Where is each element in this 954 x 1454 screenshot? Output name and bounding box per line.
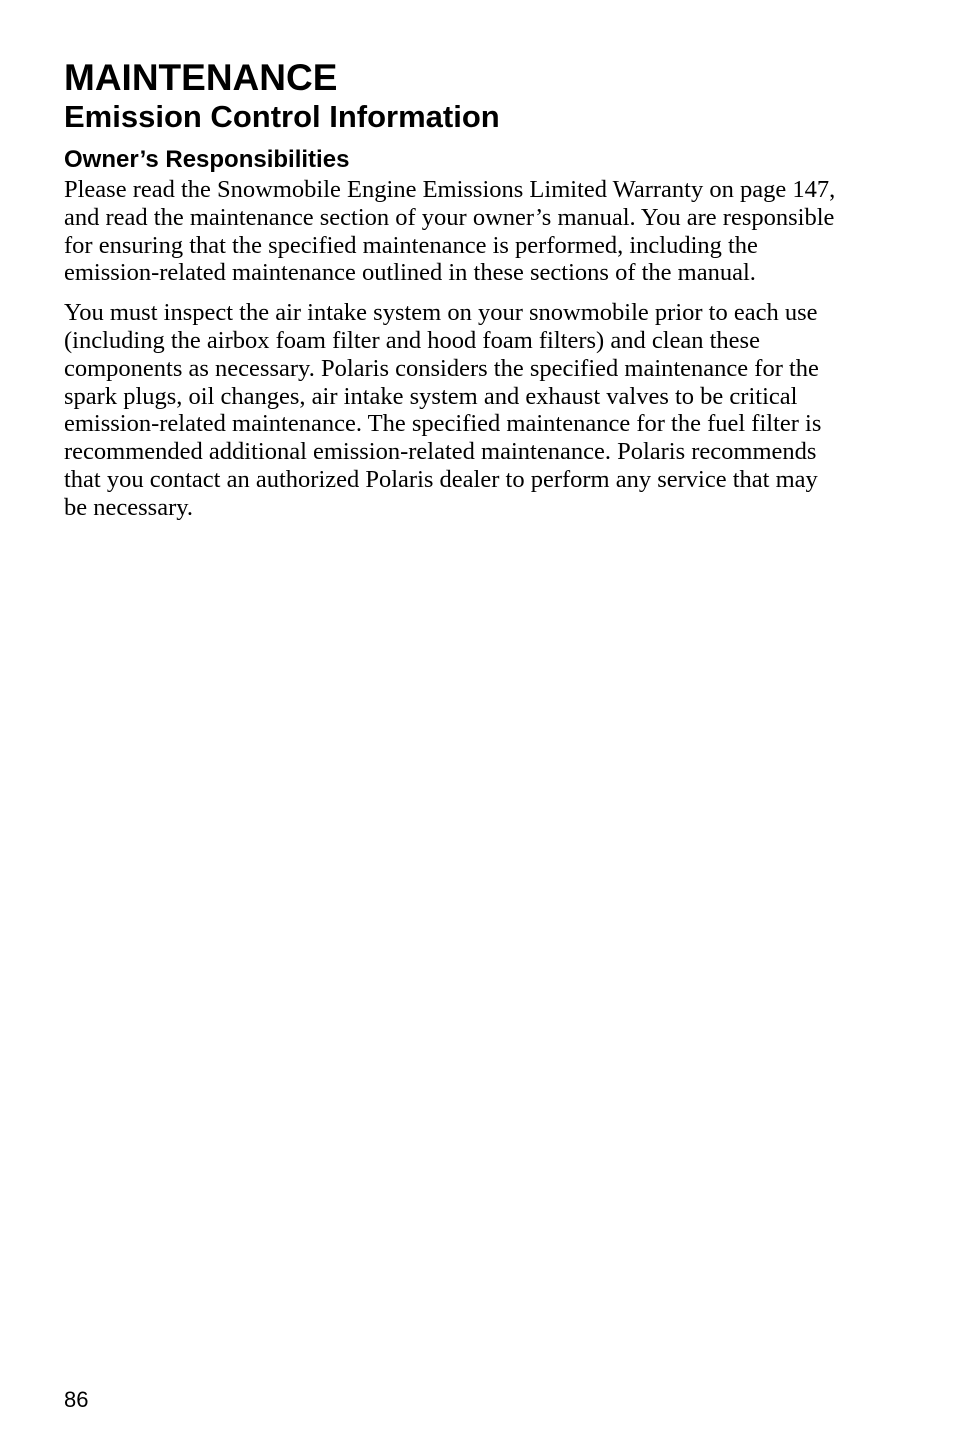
subsection-title: Emission Control Information [64, 99, 500, 134]
section-title: MAINTENANCE [64, 57, 338, 98]
page-number: 86 [64, 1387, 89, 1412]
manual-page [64, 58, 844, 522]
owners-responsibilities-heading: Owner’s Responsibilities [64, 146, 350, 173]
paragraph-warranty: Please read the Snowmobile Engine Emissions Limited Warranty on page 147, and read the maintenance section of your owner’s manual. You are responsible for ensuring that the specified maintenance is performed, including the emission-related maintenance outlined in these sections of the manual. [64, 176, 836, 287]
paragraph-air-intake: You must inspect the air intake system on your snowmobile prior to each use (including the airbox foam filter and hood foam filters) and clean these components as necessary. Polaris considers the specified maintenance for the spark plugs, oil changes, air intake system and exhaust valves to be critical emission-related maintenance. The specified maintenance for the fuel filter is recommended additional emission-related maintenance. Polaris recommends that you contact an authorized Polaris dealer to perform any service that may be necessary. [64, 299, 822, 521]
